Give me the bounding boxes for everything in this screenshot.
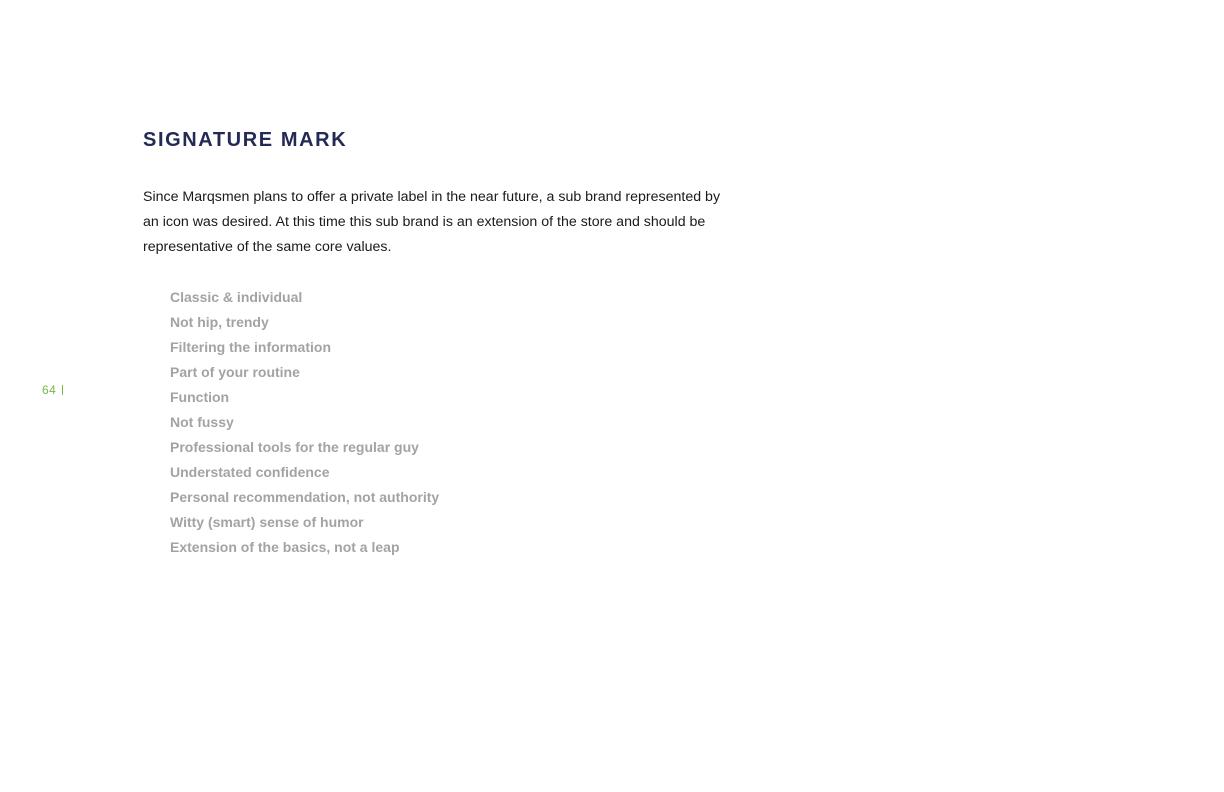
core-value-item: Part of your routine — [170, 364, 300, 380]
core-value-item: Witty (smart) sense of humor — [170, 514, 364, 530]
intro-paragraph: Since Marqsmen plans to offer a private label in the near future, a sub brand represented by an icon was desired. At this time this sub brand is an extension of the store and should be representative of the same core values. — [143, 189, 721, 255]
core-value-item: Function — [170, 389, 230, 405]
page-number — [42, 383, 63, 397]
page-number-divider — [62, 385, 63, 395]
core-value-item: Not fussy — [170, 414, 234, 430]
core-values-list — [170, 285, 439, 560]
core-value-item: Not hip, trendy — [170, 314, 269, 330]
section-title: SIGNATURE MARK — [143, 129, 348, 151]
core-value-item: Professional tools for the regular guy — [170, 439, 419, 455]
core-value-item: Filtering the information — [170, 339, 331, 355]
core-value-item: Extension of the basics, not a leap — [170, 539, 400, 555]
page-number-label: 64 — [42, 383, 57, 397]
core-value-item: Understated confidence — [170, 464, 330, 480]
core-value-item: Classic & individual — [170, 289, 303, 305]
core-value-item: Personal recommendation, not authority — [170, 489, 440, 505]
